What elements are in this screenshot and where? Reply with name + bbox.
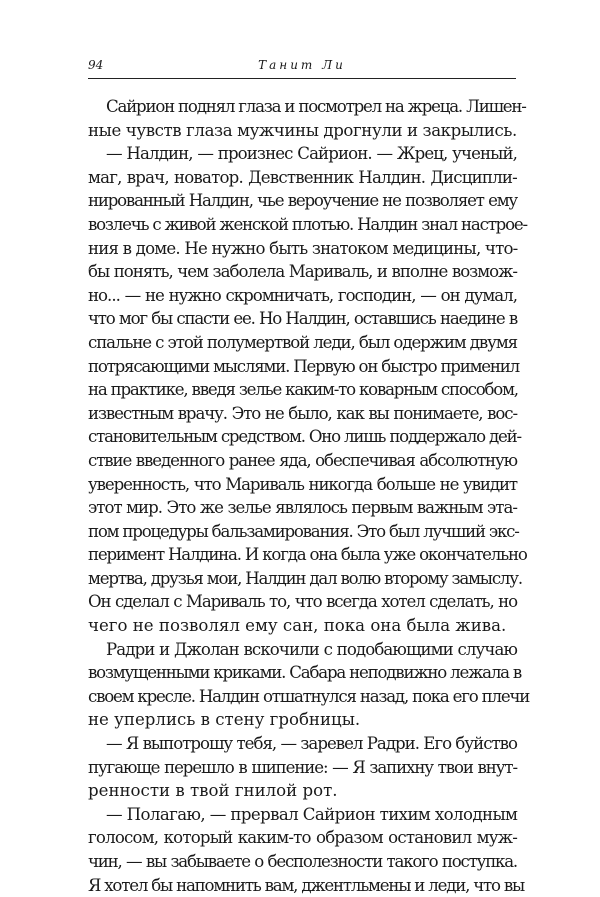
text-line: спальне с этой полумертвой леди, был одержим двумя [88,332,517,352]
text-line: пом процедуры бальзамирования. Это был лучший экс- [88,521,519,541]
text-line: своем кресле. Налдин отшатнулся назад, пока его плечи [88,686,530,706]
text-line: чего не позволял ему сан, пока она была жива. [88,616,507,636]
text-line: перимент Налдина. И когда она была уже окончательно [88,545,527,565]
text-line: ренности в твой гнилой рот. [88,781,338,801]
paragraph [88,95,526,142]
text-line: — Я выпотрошу тебя, — заревел Радри. Его буйство [106,734,517,754]
paragraph [88,638,530,732]
text-line: на практике, введя зелье каким-то коварным способом, [88,380,518,400]
text-line: пугающе перешло в шипение: — Я запихну твои внут- [88,757,517,777]
running-title: Танит Ли [258,58,346,72]
text-line: — Полагаю, — прервал Сайрион тихим холодным [106,804,518,824]
text-line: Радри и Джолан вскочили с подобающими случаю [106,639,517,659]
text-line: известным врачу. Это не было, как вы понимаете, вос- [88,403,517,423]
text-line: не уперлись в стену гробницы. [88,710,361,730]
text-line: — Налдин, — произнес Сайрион. — Жрец, ученый, [106,144,517,164]
paragraph [88,803,524,897]
body-text [88,95,530,897]
text-line: ния в доме. Не нужно быть знатоком медицины, что- [88,238,518,258]
text-line: этот мир. Это же зелье являлось первым важным эта- [88,498,517,518]
text-line: чин, — вы забываете о бесполезности такого поступка. [88,852,517,871]
text-line: возмущенными криками. Сабара неподвижно лежала в [88,663,522,683]
text-line: Сайрион поднял глаза и посмотрел на жреца. Лишен- [106,97,526,116]
text-line: Я хотел бы напомнить вам, джентльмены и леди, что вы [88,875,524,895]
text-line: что мог бы спасти ее. Но Налдин, оставшись наедине в [88,309,517,329]
text-line: потрясающими мыслями. Первую он быстро применил [88,356,519,376]
page-number: 94 [88,58,104,72]
text-line: нированный Налдин, чье вероучение не позволяет ему [88,191,517,211]
text-line: становительным средством. Оно лишь поддержало дей- [88,427,521,447]
text-line: бы понять, чем заболела Мариваль, и вполне возмож- [88,262,517,282]
text-line: уверенность, что Мариваль никогда больше не увидит [88,474,517,494]
paragraph [88,142,527,637]
text-line: возлечь с живой женской плотью. Налдин знал настрое- [88,214,527,234]
running-header [88,56,516,79]
text-line: голосом, который каким-то образом остановил муж- [88,828,517,848]
paragraph [88,732,517,803]
text-line: Он сделал с Мариваль то, что всегда хотел сделать, но [88,592,517,612]
text-line: но... — не нужно скромничать, господин, — он думал, [88,285,517,305]
text-line: ствие введенного ранее яда, обеспечивая абсолютную [88,450,517,470]
text-line: ные чувств глаза мужчины дрогнули и закрылись. [88,120,517,140]
text-line: маг, врач, новатор. Девственник Налдин. Дисципли- [88,167,517,187]
text-line: мертва, друзья мои, Налдин дал волю второму замыслу. [88,568,522,588]
